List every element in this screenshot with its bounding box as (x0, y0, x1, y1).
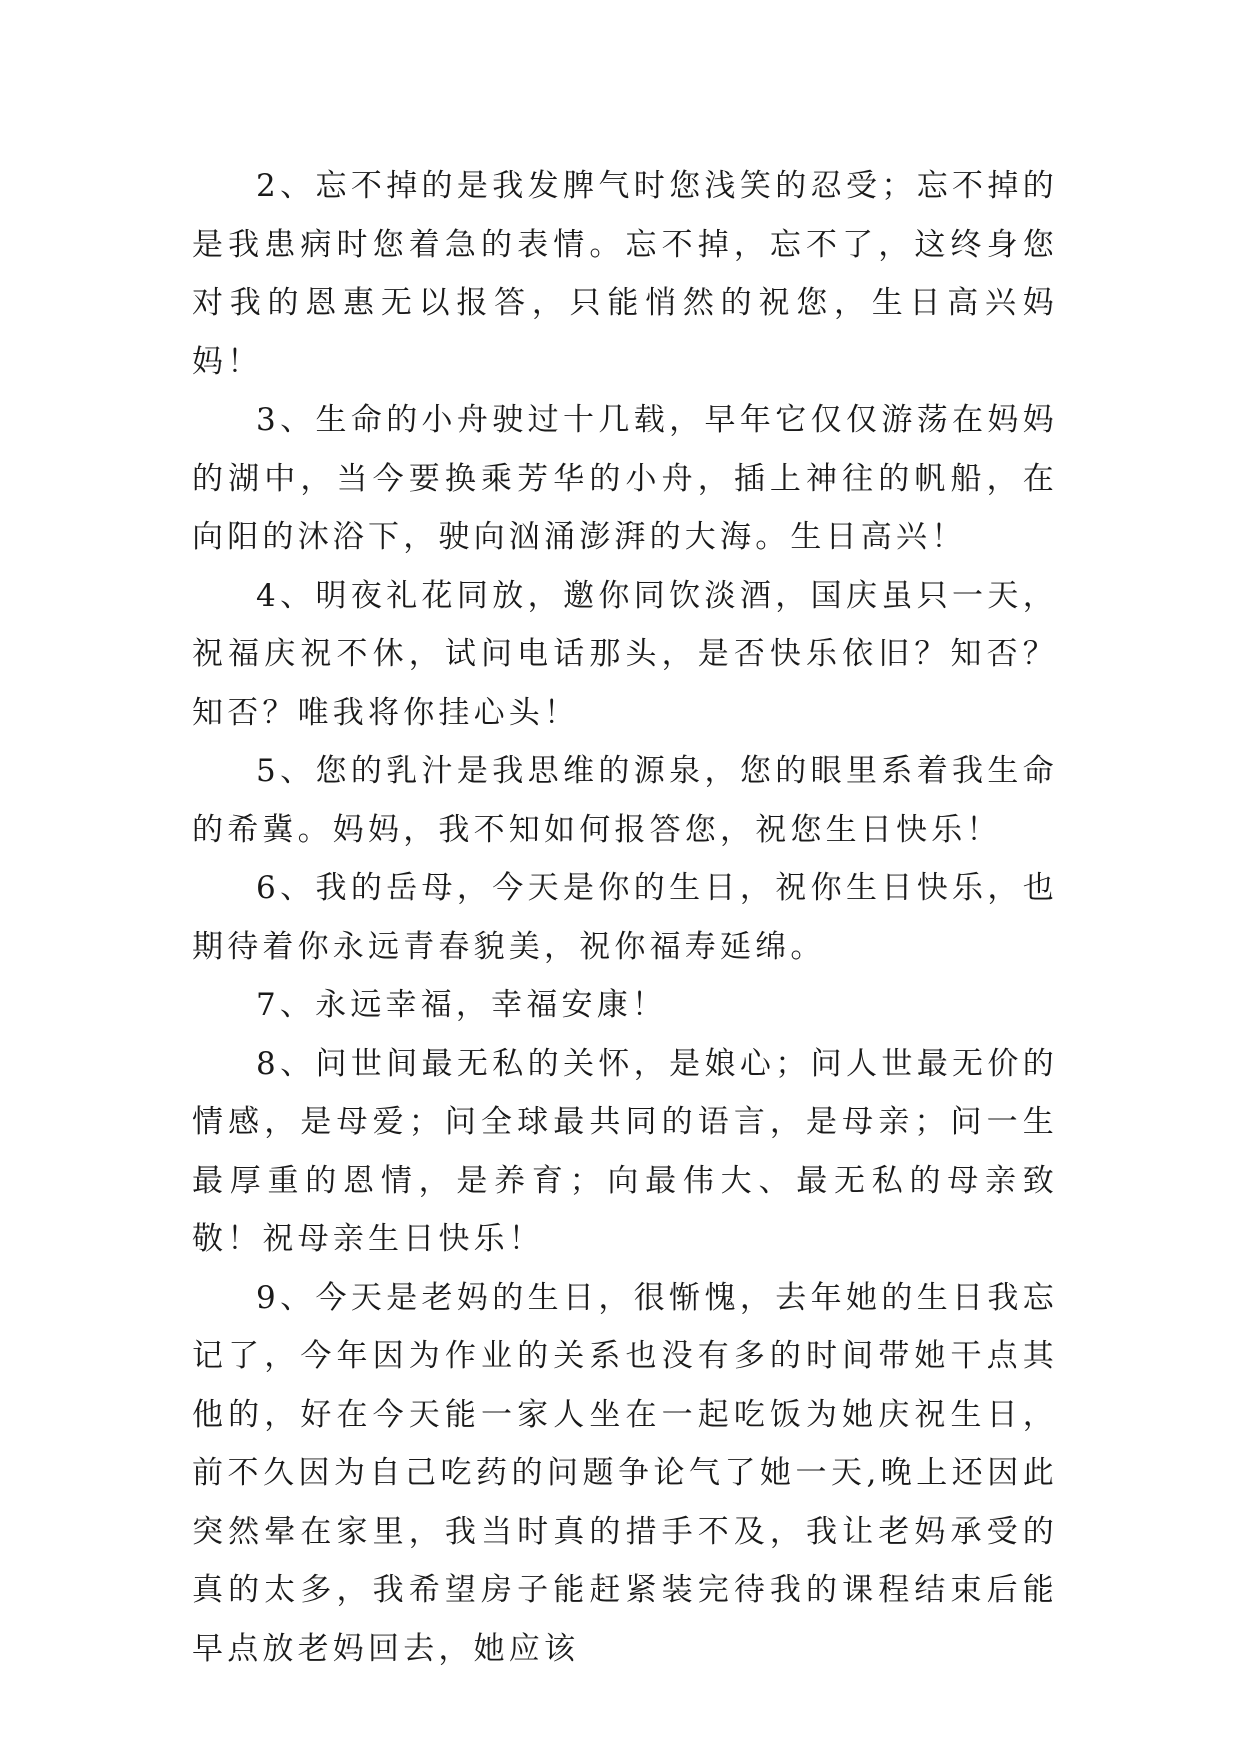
paragraph-2: 2、忘不掉的是我发脾气时您浅笑的忍受；忘不掉的是我患病时您着急的表情。忘不掉，忘不了，这终身您对我的恩惠无以报答，只能悄然的祝您，生日高兴妈妈！ (192, 168, 1058, 380)
paragraph-6: 6、我的岳母，今天是你的生日，祝你生日快乐，也期待着你永远青春貌美，祝你福寿延绵。 (192, 870, 1058, 965)
paragraph-8: 8、问世间最无私的关怀，是娘心；问人世最无价的情感，是母爱；问全球最共同的语言，是母亲；问一生最厚重的恩情，是养育；向最伟大、最无私的母亲致敬！祝母亲生日快乐！ (192, 1045, 1058, 1257)
paragraph-7: 7、永远幸福，幸福安康！ (256, 987, 668, 1023)
paragraph-4: 4、明夜礼花同放，邀你同饮淡酒，国庆虽只一天，祝福庆祝不休，试问电话那头，是否快乐依旧？知否？知否？唯我将你挂心头！ (192, 577, 1058, 731)
paragraph-3: 3、生命的小舟驶过十几载，早年它仅仅游荡在妈妈的湖中，当今要换乘芳华的小舟，插上神往的帆船，在向阳的沐浴下，驶向汹涌澎湃的大海。生日高兴！ (192, 402, 1058, 555)
document-body (192, 157, 1058, 1678)
paragraph-5: 5、您的乳汁是我思维的源泉，您的眼里系着我生命的希冀。妈妈，我不知如何报答您，祝您生日快乐！ (192, 753, 1058, 848)
paragraph-9: 9、今天是老妈的生日，很惭愧，去年她的生日我忘记了，今年因为作业的关系也没有多的时间带她干点其他的，好在今天能一家人坐在一起吃饭为她庆祝生日，前不久因为自己吃药的问题争论气了她一天,晚上还因此突然晕在家里，我当时真的措手不及，我让老妈承受的真的太多，我希望房子能赶紧装完待我的课程结束后能早点放老妈回去，她应该 (192, 1279, 1058, 1667)
